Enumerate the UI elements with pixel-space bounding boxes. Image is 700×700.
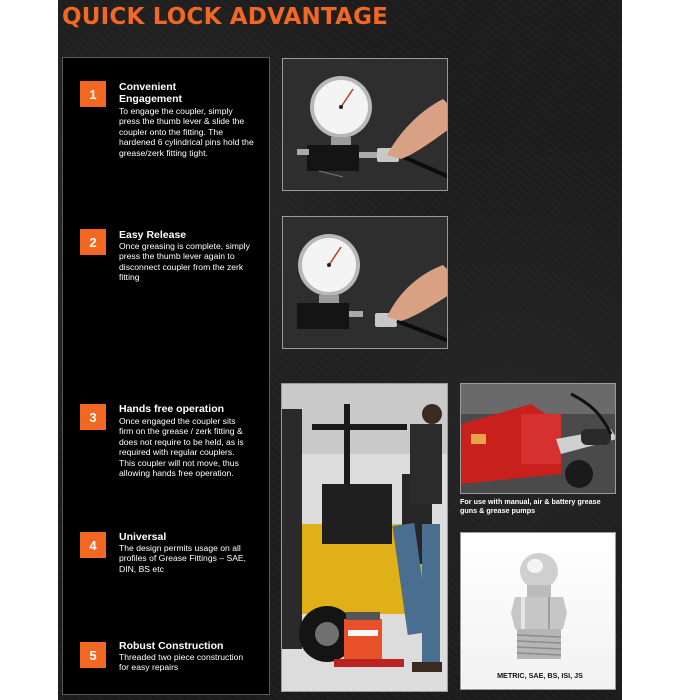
- feature-number-badge: 2: [80, 229, 106, 255]
- gauge-coupler-illustration: [283, 217, 448, 349]
- feature-title: Robust Construction: [119, 640, 224, 652]
- tractor-caption: For use with manual, air & battery grease guns & grease pumps: [460, 497, 601, 515]
- zerk-fitting-illustration: [461, 533, 617, 663]
- feature-number-badge: 5: [80, 642, 106, 668]
- feature-description: Threaded two piece construction for easy repairs: [119, 652, 244, 673]
- tractor-grease-gun-photo: [460, 383, 616, 494]
- tractor-illustration: [461, 384, 616, 494]
- gauge-coupler-illustration: [283, 59, 448, 191]
- page-title: QUICK LOCK ADVANTAGE: [62, 4, 389, 30]
- grease-fitting-card: [460, 532, 616, 690]
- fitting-caption: METRIC, SAE, BS, ISI, JS: [497, 671, 583, 680]
- feature-title: Convenient Engagement: [119, 81, 183, 105]
- feature-number-badge: 3: [80, 404, 106, 430]
- feature-description: Once engaged the coupler sits firm on the grease / zerk fitting & does not require to be held, as is required with regular couplers. This coupler will not move, thus allowing hands free operation.: [119, 416, 244, 479]
- feature-description: Once greasing is complete, simply press the thumb lever again to disconnect coupler from the zerk fitting: [119, 241, 250, 283]
- feature-description: To engage the coupler, simply press the thumb lever & slide the coupler onto the fitting. The hardened 6 cylindrical pins hold the grease/zerk fitting tight.: [119, 106, 254, 158]
- feature-number-badge: 1: [80, 81, 106, 107]
- forklift-illustration: [282, 384, 448, 692]
- forklift-grease-pump-photo: [281, 383, 448, 692]
- feature-title: Hands free operation: [119, 403, 225, 415]
- feature-title: Universal: [119, 531, 167, 543]
- engage-coupler-photo: [282, 58, 448, 191]
- release-coupler-photo: [282, 216, 448, 349]
- feature-description: The design permits usage on all profiles of Grease Fittings – SAE, DIN, BS etc: [119, 543, 247, 574]
- feature-number-badge: 4: [80, 532, 106, 558]
- feature-title: Easy Release: [119, 229, 187, 241]
